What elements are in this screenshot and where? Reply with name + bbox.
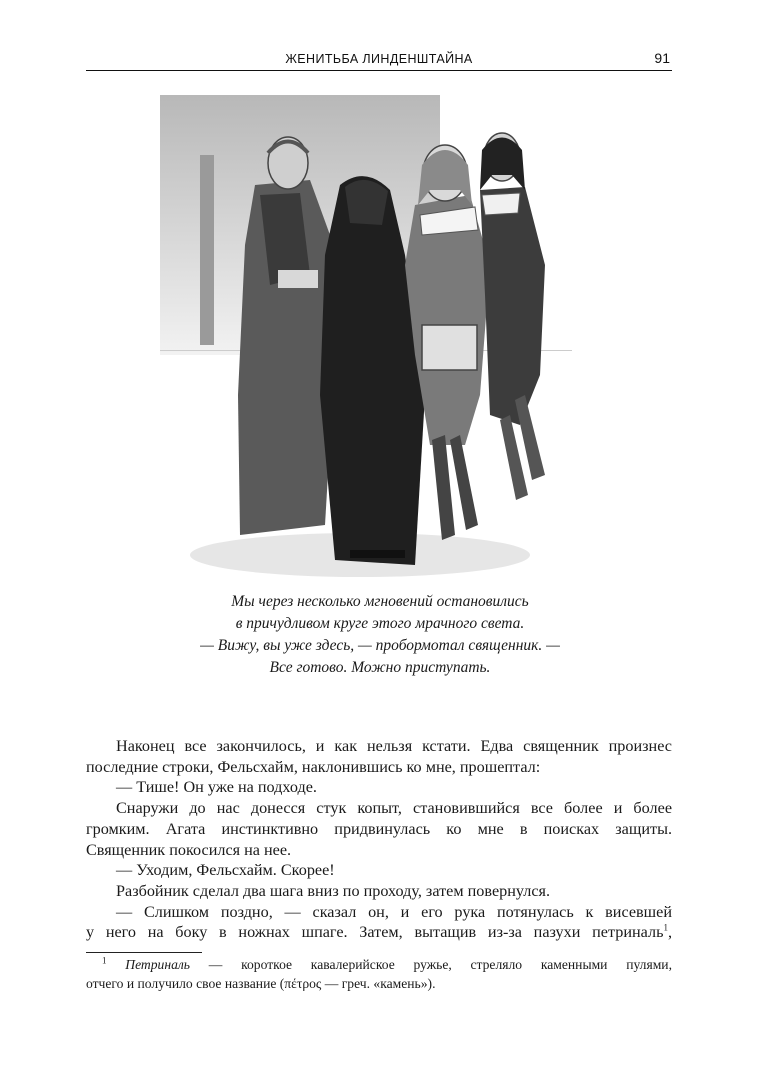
companion-figure — [480, 133, 545, 500]
illustration — [160, 95, 572, 585]
footnote-rule — [86, 952, 202, 953]
paragraph-line: — Уходим, Фельсхайм. Скорее! — [116, 861, 335, 880]
paragraph-line: Наконец все закончилось, и как нельзя кстати. Едва священник произнес — [116, 737, 672, 755]
caption-line: — Вижу, вы уже здесь, — пробормотал священник. — — [200, 637, 560, 654]
paragraph-line — [86, 922, 672, 943]
footnote-line: отчего и получило свое название (πέτρος — греч. «камень»). — [86, 976, 436, 991]
caption-line: Все готово. Можно приступать. — [269, 659, 491, 676]
paragraph-text: , — [667, 923, 672, 942]
paragraph-line: — Тише! Он уже на подходе. — [116, 778, 317, 797]
paragraph-line: Священник покосился на нее. — [86, 840, 292, 859]
footnote — [86, 955, 672, 993]
footnote-term: Петриналь — [125, 957, 190, 972]
body-text — [86, 736, 672, 943]
caption-line: Мы через несколько мгновений остановились — [231, 593, 529, 610]
paragraph-line: Снаружи до нас донесся стук копыт, становившийся все более и более — [116, 799, 672, 818]
paragraph-line: последние строки, Фельсхайм, наклонившись ко мне, прошептал: — [86, 757, 541, 776]
running-header — [86, 50, 672, 71]
running-title: ЖЕНИТЬБА ЛИНДЕНШТАЙНА — [285, 52, 473, 66]
paragraph-line: — Слишком поздно, — сказал он, и его рука потянулась к висевшей — [116, 902, 672, 921]
footnote-reference[interactable]: 1 — [663, 922, 668, 933]
paragraph-line: громким. Агата инстинктивно придвинулась ко мне в поисках защиты. — [86, 819, 672, 838]
paragraph-text: у него на боку в ножнах шпаге. Затем, вытащив из-за пазухи петриналь — [86, 923, 664, 942]
paragraph-line: Разбойник сделал два шага вниз по проходу, затем повернулся. — [116, 881, 551, 900]
background-pillar — [200, 155, 214, 345]
footnote-text: — короткое кавалерийское ружье, стреляло каменными пулями, — [190, 957, 672, 972]
footnote-line — [86, 955, 672, 974]
caption-line: в причудливом круге этого мрачного света. — [235, 615, 525, 632]
illustration-caption — [120, 591, 640, 679]
page-number: 91 — [654, 50, 670, 66]
footnote-mark: 1 — [102, 955, 107, 966]
